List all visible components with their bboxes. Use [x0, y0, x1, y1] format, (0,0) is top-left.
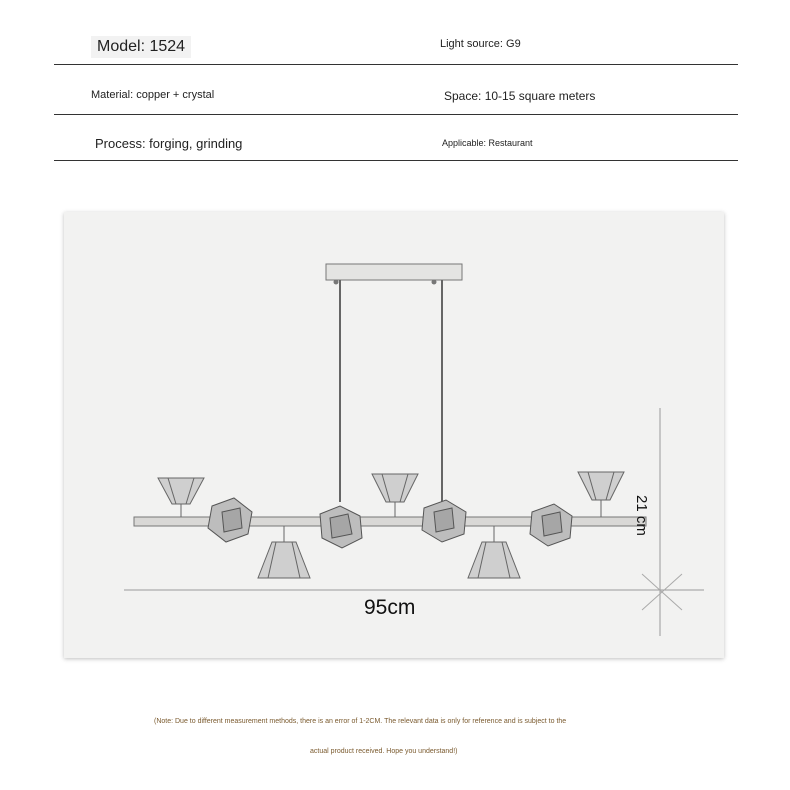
- height-dimension-label: 21 cm: [633, 495, 650, 536]
- width-dimension-label: 95cm: [364, 596, 416, 619]
- crystal-shade-down-1: [258, 526, 310, 578]
- process-label: Process: forging, grinding: [95, 136, 243, 151]
- spec-row-material: [54, 80, 738, 115]
- light-source-label: Light source: G9: [440, 38, 521, 50]
- crystal-shade-down-2: [468, 526, 520, 578]
- applicable-label: Applicable: Restaurant: [442, 138, 533, 148]
- measurement-note-line1: (Note: Due to different measurement methods, there is an error of 1-2CM. The relevant data is only for reference and is subject to the: [154, 718, 567, 725]
- material-label: Material: copper + crystal: [91, 89, 215, 101]
- product-diagram: [64, 212, 724, 658]
- crystal-shade-up-2: [372, 474, 418, 517]
- measurement-note-line2: actual product received. Hope you understand!): [310, 748, 458, 755]
- crystal-ball-4: [530, 504, 572, 546]
- crystal-ball-1: [208, 498, 252, 542]
- crystal-shade-up-3: [578, 472, 624, 517]
- chandelier-illustration: [64, 212, 724, 658]
- space-label: Space: 10-15 square meters: [444, 89, 596, 103]
- spec-row-process: [54, 126, 738, 161]
- crystal-ball-2: [320, 506, 362, 548]
- crystal-ball-3: [422, 500, 466, 542]
- spec-row-model: [54, 30, 738, 65]
- crystal-shade-up-1: [158, 478, 204, 517]
- ceiling-plate: [326, 264, 462, 280]
- model-label: Model: 1524: [91, 36, 191, 58]
